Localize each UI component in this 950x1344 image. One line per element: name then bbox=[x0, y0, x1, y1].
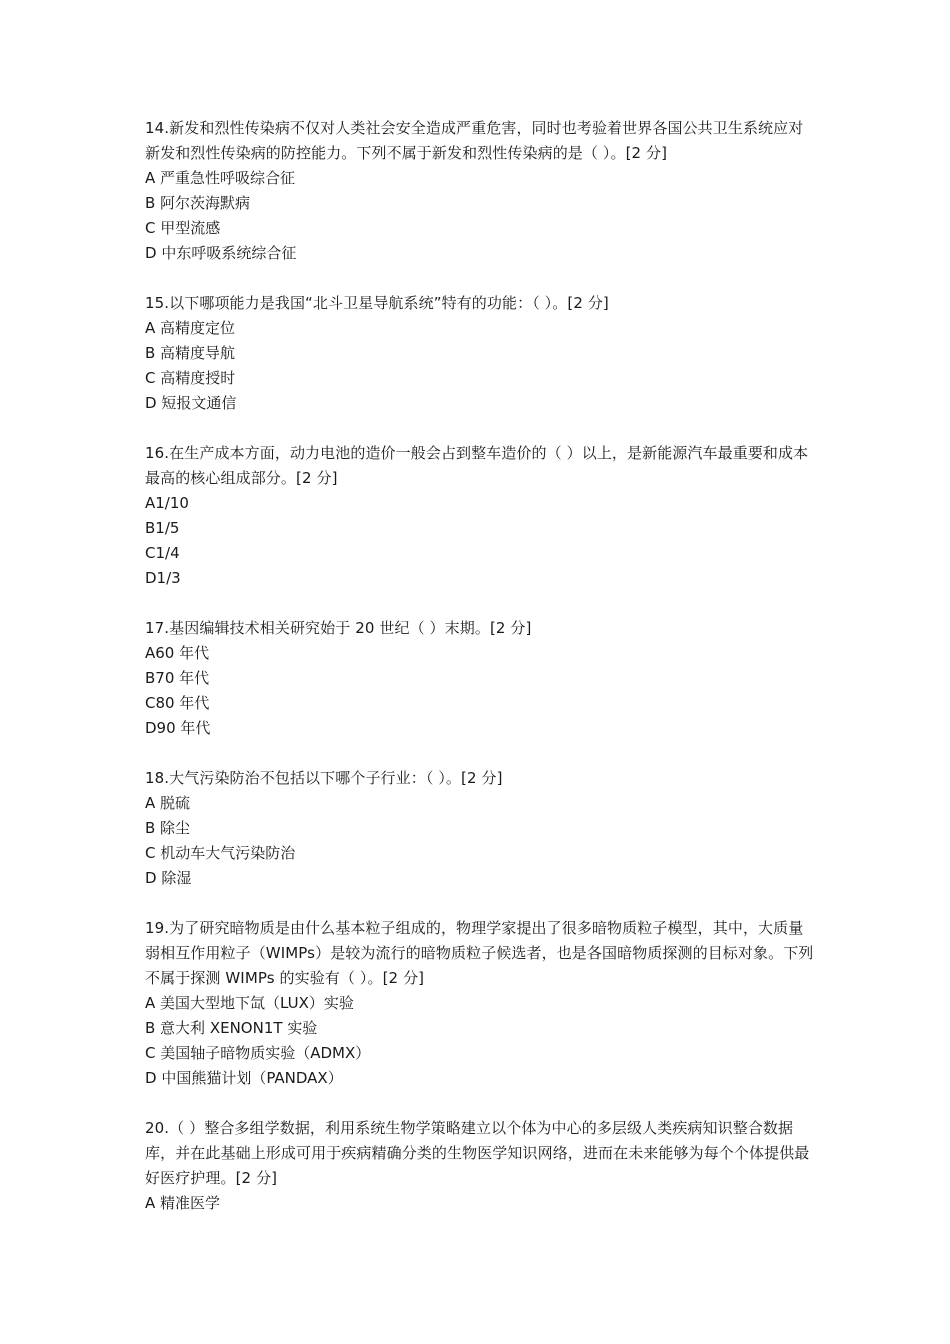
question-18 bbox=[145, 766, 815, 891]
option-a: A 美国大型地下氙（LUX）实验 bbox=[145, 994, 354, 1012]
option-a: A60 年代 bbox=[145, 644, 210, 662]
option-c: C 高精度授时 bbox=[145, 369, 236, 387]
question-text: 16.在生产成本方面，动力电池的造价一般会占到整车造价的（ ）以上，是新能源汽车最重要和成本最高的核心组成部分。[2 分] bbox=[145, 444, 809, 487]
option-a: A 精准医学 bbox=[145, 1194, 221, 1212]
question-text: 14.新发和烈性传染病不仅对人类社会安全造成严重危害，同时也考验着世界各国公共卫生系统应对新发和烈性传染病的防控能力。下列不属于新发和烈性传染病的是（ ）。[2 分] bbox=[145, 119, 804, 162]
question-text: 20.（ ）整合多组学数据，利用系统生物学策略建立以个体为中心的多层级人类疾病知识整合数据库，并在此基础上形成可用于疾病精确分类的生物医学知识网络，进而在未来能够为每个个体提供最好医疗护理。[2 分] bbox=[145, 1119, 810, 1187]
question-text: 18.大气污染防治不包括以下哪个子行业：（ ）。[2 分] bbox=[145, 769, 503, 787]
option-d: D 除湿 bbox=[145, 869, 192, 887]
option-c: C1/4 bbox=[145, 544, 180, 562]
option-a: A 严重急性呼吸综合征 bbox=[145, 169, 296, 187]
question-14 bbox=[145, 116, 815, 266]
option-d: D90 年代 bbox=[145, 719, 211, 737]
question-15 bbox=[145, 291, 815, 416]
option-d: D 短报文通信 bbox=[145, 394, 237, 412]
option-b: B 意大利 XENON1T 实验 bbox=[145, 1019, 318, 1037]
option-b: B 除尘 bbox=[145, 819, 191, 837]
question-20 bbox=[145, 1116, 815, 1216]
question-17 bbox=[145, 616, 815, 741]
question-16 bbox=[145, 441, 815, 591]
option-d: D 中国熊猫计划（PANDAX） bbox=[145, 1069, 343, 1087]
option-c: C 美国轴子暗物质实验（ADMX） bbox=[145, 1044, 371, 1062]
option-c: C 甲型流感 bbox=[145, 219, 221, 237]
question-text: 15.以下哪项能力是我国“北斗卫星导航系统”特有的功能：（ ）。[2 分] bbox=[145, 294, 609, 312]
option-d: D1/3 bbox=[145, 569, 181, 587]
option-a: A 高精度定位 bbox=[145, 319, 236, 337]
option-c: C80 年代 bbox=[145, 694, 210, 712]
document-page bbox=[145, 116, 815, 1241]
option-d: D 中东呼吸系统综合征 bbox=[145, 244, 297, 262]
option-b: B1/5 bbox=[145, 519, 180, 537]
question-19 bbox=[145, 916, 815, 1091]
option-b: B70 年代 bbox=[145, 669, 210, 687]
option-b: B 阿尔茨海默病 bbox=[145, 194, 251, 212]
question-text: 17.基因编辑技术相关研究始于 20 世纪（ ）末期。[2 分] bbox=[145, 619, 532, 637]
option-a: A1/10 bbox=[145, 494, 189, 512]
option-a: A 脱硫 bbox=[145, 794, 191, 812]
option-c: C 机动车大气污染防治 bbox=[145, 844, 296, 862]
option-b: B 高精度导航 bbox=[145, 344, 236, 362]
question-text: 19.为了研究暗物质是由什么基本粒子组成的，物理学家提出了很多暗物质粒子模型，其中，大质量弱相互作用粒子（WIMPs）是较为流行的暗物质粒子候选者，也是各国暗物质探测的目标对象。下列不属于探测 WIMPs 的实验有（ ）。[2 分] bbox=[145, 919, 814, 987]
